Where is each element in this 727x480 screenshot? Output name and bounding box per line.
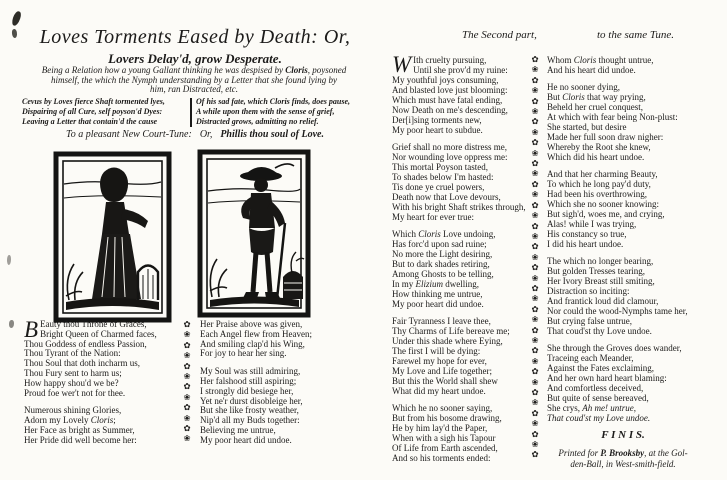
- text-line: She started, but desire: [547, 122, 627, 132]
- text-line: The which no longer bearing,: [547, 256, 654, 266]
- text-line: Her Face as bright as Summer,: [24, 424, 135, 435]
- stanza: [547, 55, 699, 75]
- tune-prefix: To a pleasant New Court-Tune:: [66, 129, 192, 140]
- text-line: Nip'd all my Buds together:: [200, 415, 300, 426]
- finis-label: F I N I S.: [601, 429, 645, 441]
- text-line: And blasted love just blooming:: [392, 85, 508, 95]
- tune-line: [10, 129, 380, 140]
- text-line: My poor heart to subdue.: [392, 125, 483, 135]
- fleuron-icon: ❀: [531, 86, 539, 97]
- drop-cap: W: [392, 52, 412, 77]
- fleuron-icon: ❀: [531, 419, 539, 430]
- text-line: Of Life from Earth ascended,: [392, 443, 498, 453]
- fleuron-icon: ✿: [531, 200, 539, 211]
- ballad-subtitle: Lovers Delay'd, grow Desperate.: [108, 51, 282, 66]
- text-line: Traceing each Meander,: [547, 353, 634, 363]
- text-line: My poor heart did undoe.: [200, 434, 292, 445]
- text-line: A while upon them with the sense of grief,: [196, 107, 335, 116]
- fleuron-icon: ✿: [531, 304, 539, 315]
- fleuron-icon: ✿: [531, 138, 539, 149]
- text-line: Of his sad fate, which Cloris finds, does pause,: [196, 97, 351, 106]
- text-line: His constancy so true,: [547, 229, 627, 239]
- text-line: My Soul was still admiring,: [200, 366, 301, 377]
- fleuron-icon: ❀: [531, 190, 539, 201]
- text-line: Numerous shining Glories,: [24, 405, 122, 416]
- text-line: To shades below I'm hasted:: [392, 172, 494, 182]
- fleuron-icon: ✿: [531, 221, 539, 232]
- fleuron-icon: ❀: [183, 434, 191, 445]
- text-line: Distracted grows, admitting no relief.: [196, 117, 319, 126]
- fleuron-icon: ✿: [531, 159, 539, 170]
- stanza: [392, 142, 532, 222]
- text-line: Dispairing of all Cure, self poyson'd Dyes:: [22, 107, 163, 116]
- scan-smudge: [11, 10, 22, 26]
- text-line: And her own hard heart blaming:: [547, 373, 667, 383]
- fleuron-icon: ❀: [531, 356, 539, 367]
- text-line: Which did his heart undoe.: [547, 152, 645, 162]
- stanza: [547, 343, 699, 423]
- stanza: [547, 256, 699, 336]
- fleuron-icon: ❀: [531, 335, 539, 346]
- text-line: Printed for P. Brooksby, at the Gol-: [558, 448, 688, 458]
- text-line: That coud'st my Love undoe.: [547, 413, 651, 423]
- text-line: Leaving a Letter that contain'd the cause: [22, 117, 158, 126]
- tune-title: Phillis thou soul of Love.: [220, 129, 324, 140]
- text-line: Distraction so inciting:: [547, 286, 630, 296]
- stanza: [547, 82, 699, 162]
- text-line: But golden Tresses tearing,: [547, 266, 645, 276]
- text-line: Alas! while I was trying,: [547, 219, 637, 229]
- fleuron-icon: ❀: [531, 65, 539, 76]
- fleuron-icon: ❀: [183, 351, 191, 362]
- text-line: Grief shall no more distress me,: [392, 142, 507, 152]
- fleuron-icon: ❀: [183, 413, 191, 424]
- text-line: I did his heart undoe.: [547, 239, 624, 249]
- text-line: Among Ghosts to be telling,: [392, 269, 494, 279]
- text-line: My heart for ever true:: [392, 212, 474, 222]
- stanza: [24, 406, 180, 445]
- fleuron-icon: ✿: [531, 450, 539, 461]
- text-line: But to dark shades retiring,: [392, 259, 490, 269]
- text-line: And so his torments ended:: [392, 453, 491, 463]
- text-line: With his bright Shaft strikes through,: [392, 202, 526, 212]
- stanza: [200, 320, 362, 359]
- fleuron-icon: ❀: [531, 273, 539, 284]
- text-line: Which Cloris Love undoing,: [392, 229, 496, 239]
- fleuron-icon: ✿: [531, 263, 539, 274]
- text-line: My poor heart did undoe.: [392, 299, 484, 309]
- verse-column-right-2: [547, 55, 699, 423]
- text-line: Beheld her cruel conquest,: [547, 102, 643, 112]
- fleuron-icon: ❀: [531, 211, 539, 222]
- fleuron-icon: ✿: [183, 340, 191, 351]
- text-line: Yet ne'r durst disobleige her,: [200, 395, 303, 406]
- fleuron-icon: ❀: [531, 377, 539, 388]
- fleuron-icon: ✿: [183, 424, 191, 435]
- text-line: Which she no sooner knowing:: [547, 199, 659, 209]
- same-tune-header: to the same Tune.: [597, 29, 674, 41]
- text-line: That coud'st thy Love undoe.: [547, 326, 652, 336]
- text-line: Which he no sooner saying,: [392, 403, 493, 413]
- verse-column-right-2-wrap: [547, 55, 699, 470]
- text-line: Her Praise above was given,: [200, 319, 303, 329]
- text-line: Thou Soul that doth incharm us,: [24, 358, 140, 369]
- text-line: Thou Tyrant of the Nation:: [24, 348, 121, 359]
- stanza: [547, 169, 699, 249]
- text-line: Whom Cloris thought untrue,: [547, 55, 654, 65]
- text-line: But from his bosome drawing,: [392, 413, 502, 423]
- fleuron-icon: ✿: [531, 283, 539, 294]
- fleuron-icon: ❀: [531, 107, 539, 118]
- text-line: him, ran Distracted, etc.: [150, 84, 238, 95]
- fleuron-icon: ❀: [531, 252, 539, 263]
- fleuron-icon: ✿: [531, 388, 539, 398]
- text-line: himself, the which the Nymph understanding by a Letter that she found lying by: [51, 74, 337, 85]
- text-line: Farewel my hope for ever,: [392, 356, 487, 366]
- imprint-colophon: [547, 448, 699, 470]
- woodcut-cloris-icon: [53, 151, 172, 323]
- text-line: She through the Groves does wander,: [547, 343, 682, 353]
- stanza: [392, 316, 532, 396]
- fleuron-icon: ✿: [531, 117, 539, 128]
- text-line: Nor wounding love oppress me:: [392, 152, 508, 162]
- text-line: This mortal Poyson tasted,: [392, 162, 488, 172]
- text-line: But she like frosty weather,: [200, 405, 299, 416]
- text-line: Eauty thou Throne of Graces,: [40, 319, 147, 329]
- fleuron-icon: ❀: [183, 392, 191, 403]
- fleuron-icon: ❀: [531, 398, 539, 409]
- text-line: Under this shade where Eying,: [392, 336, 503, 346]
- text-line: At which with fear being Non-plust:: [547, 112, 678, 122]
- text-line: For joy to hear her sing.: [200, 348, 287, 359]
- ballad-title: Loves Torments Eased by Death: Or,: [39, 26, 351, 48]
- text-line: Being a Relation how a young Gallant thinking he was despised by Cloris, poysoned: [41, 65, 347, 75]
- text-line: Her Ivory Breast still smiting,: [547, 276, 655, 286]
- scan-smudge: [9, 320, 14, 328]
- text-line: Thou Fury sent to harm us;: [24, 367, 122, 378]
- woodcut-gallant-icon: [197, 149, 311, 318]
- fleuron-icon: ✿: [183, 320, 191, 330]
- text-line: den-Ball, in West-smith-field.: [570, 459, 676, 469]
- text-line: What did my heart undoe.: [392, 386, 486, 396]
- text-line: My youthful joys consuming,: [392, 75, 499, 85]
- tune-or: Or,: [199, 129, 213, 140]
- verse-column-right-1: [392, 52, 532, 463]
- drop-cap: B: [24, 317, 39, 342]
- text-line: Der[i]sing torments new,: [392, 115, 482, 125]
- text-line: Whereby the Root she knew,: [547, 142, 651, 152]
- argument-verse-left: [22, 97, 188, 127]
- text-line: When with a sigh his Tapour: [392, 433, 496, 443]
- text-line: Has forc'd upon sad ruine;: [392, 239, 487, 249]
- fleuron-divider: [528, 55, 542, 463]
- text-line: He by him lay'd the Paper,: [392, 423, 488, 433]
- stanza: [392, 52, 532, 135]
- stanza: [392, 403, 532, 463]
- text-line: How happy shou'd we be?: [24, 377, 119, 388]
- text-line: Fair Tyranness I leave thee,: [392, 316, 491, 326]
- text-line: Proud foe wer't not for thee.: [24, 387, 126, 398]
- stanza: [392, 229, 532, 309]
- text-line: And his heart did undoe.: [547, 65, 636, 75]
- text-line: And smiling clap'd his Wing,: [200, 338, 305, 349]
- fleuron-icon: ❀: [531, 148, 539, 159]
- text-line: Her Pride did well become her:: [24, 434, 137, 445]
- second-part-header: The Second part,: [462, 29, 537, 41]
- fleuron-icon: ✿: [531, 408, 539, 419]
- text-line: Against the Fates exclaiming,: [547, 363, 654, 373]
- fleuron-icon: ❀: [183, 372, 191, 383]
- text-line: And frantick loud did clamour,: [547, 296, 659, 306]
- fleuron-icon: ❀: [531, 315, 539, 326]
- text-line: Tis done ye cruel powers,: [392, 182, 485, 192]
- text-line: Which must have fatal ending,: [392, 95, 503, 105]
- text-line: Bright Queen of Charmed faces,: [40, 328, 157, 339]
- scan-smudge: [7, 255, 11, 265]
- text-line: Until she prov'd my ruine:: [413, 65, 508, 75]
- fleuron-divider: [180, 320, 194, 446]
- fleuron-icon: ✿: [531, 96, 539, 107]
- text-line: Made her full soon draw nigher:: [547, 132, 664, 142]
- text-line: But quite of sense bereaved,: [547, 393, 649, 403]
- text-line: Death now that Love devours,: [392, 192, 501, 202]
- fleuron-icon: ✿: [531, 346, 539, 357]
- verse-column-left-b: [200, 320, 362, 446]
- fleuron-icon: ❀: [531, 231, 539, 242]
- fleuron-icon: ✿: [531, 325, 539, 336]
- text-line: Thou Goddess of endless Passion,: [24, 338, 147, 349]
- fleuron-icon: ✿: [531, 367, 539, 378]
- text-line: Believing me untrue,: [200, 424, 276, 435]
- text-line: But sigh'd, woes me, and crying,: [547, 209, 665, 219]
- fleuron-icon: ✿: [531, 75, 539, 86]
- text-line: But Cloris that way prying,: [547, 92, 646, 102]
- text-line: Adorn my Lovely Cloris;: [24, 415, 116, 426]
- fleuron-icon: ✿: [183, 361, 191, 372]
- text-line: Her falshood still aspiring;: [200, 375, 297, 386]
- verse-column-left-a: [24, 317, 180, 446]
- fleuron-icon: ✿: [183, 382, 191, 393]
- fleuron-icon: ✿: [531, 429, 539, 440]
- text-line: The first I will be dying:: [392, 346, 481, 356]
- text-line: But this the World shall shew: [392, 376, 498, 386]
- text-line: Ith cruelty pursuing,: [413, 55, 487, 65]
- text-line: I strongly did besiege her,: [200, 385, 294, 396]
- fleuron-icon: ✿: [531, 179, 539, 190]
- text-line: But crying false untrue,: [547, 316, 632, 326]
- text-line: Nor could the wood-Nymphs tame her,: [547, 306, 688, 316]
- fleuron-icon: ❀: [531, 169, 539, 180]
- fleuron-icon: ❀: [531, 440, 539, 451]
- text-line: How thinking me untrue,: [392, 289, 483, 299]
- fleuron-icon: ❀: [183, 330, 191, 341]
- fleuron-icon: ✿: [183, 403, 191, 414]
- stanza: [200, 367, 362, 445]
- fleuron-icon: ✿: [531, 55, 539, 65]
- text-line: In my Elizium dwelling,: [392, 279, 480, 289]
- text-line: My Love and Life together;: [392, 366, 492, 376]
- text-line: Thy Charms of Life bereave me;: [392, 326, 510, 336]
- text-line: And that her charming Beauty,: [547, 169, 658, 179]
- text-line: To which he long pay'd duty,: [547, 179, 651, 189]
- text-line: Had been his overthrowing,: [547, 189, 647, 199]
- text-line: No more the Light desiring,: [392, 249, 493, 259]
- fleuron-icon: ❀: [531, 294, 539, 305]
- fleuron-icon: ❀: [531, 127, 539, 138]
- text-line: Now Death on me's descending,: [392, 105, 508, 115]
- text-line: Cevus by Loves fierce Shaft tormented lyes,: [22, 97, 165, 106]
- text-line: And comfortless deceived,: [547, 383, 644, 393]
- text-line: She crys, Ah me! untrue,: [547, 403, 636, 413]
- text-line: Each Angel flew from Heaven;: [200, 328, 312, 339]
- stanza: [24, 317, 180, 398]
- argument-brace-rule: [190, 98, 192, 127]
- fleuron-icon: ✿: [531, 242, 539, 253]
- text-line: He no sooner dying,: [547, 82, 620, 92]
- argument-verse-right: [196, 97, 366, 127]
- ballad-argument-prose: [18, 66, 370, 95]
